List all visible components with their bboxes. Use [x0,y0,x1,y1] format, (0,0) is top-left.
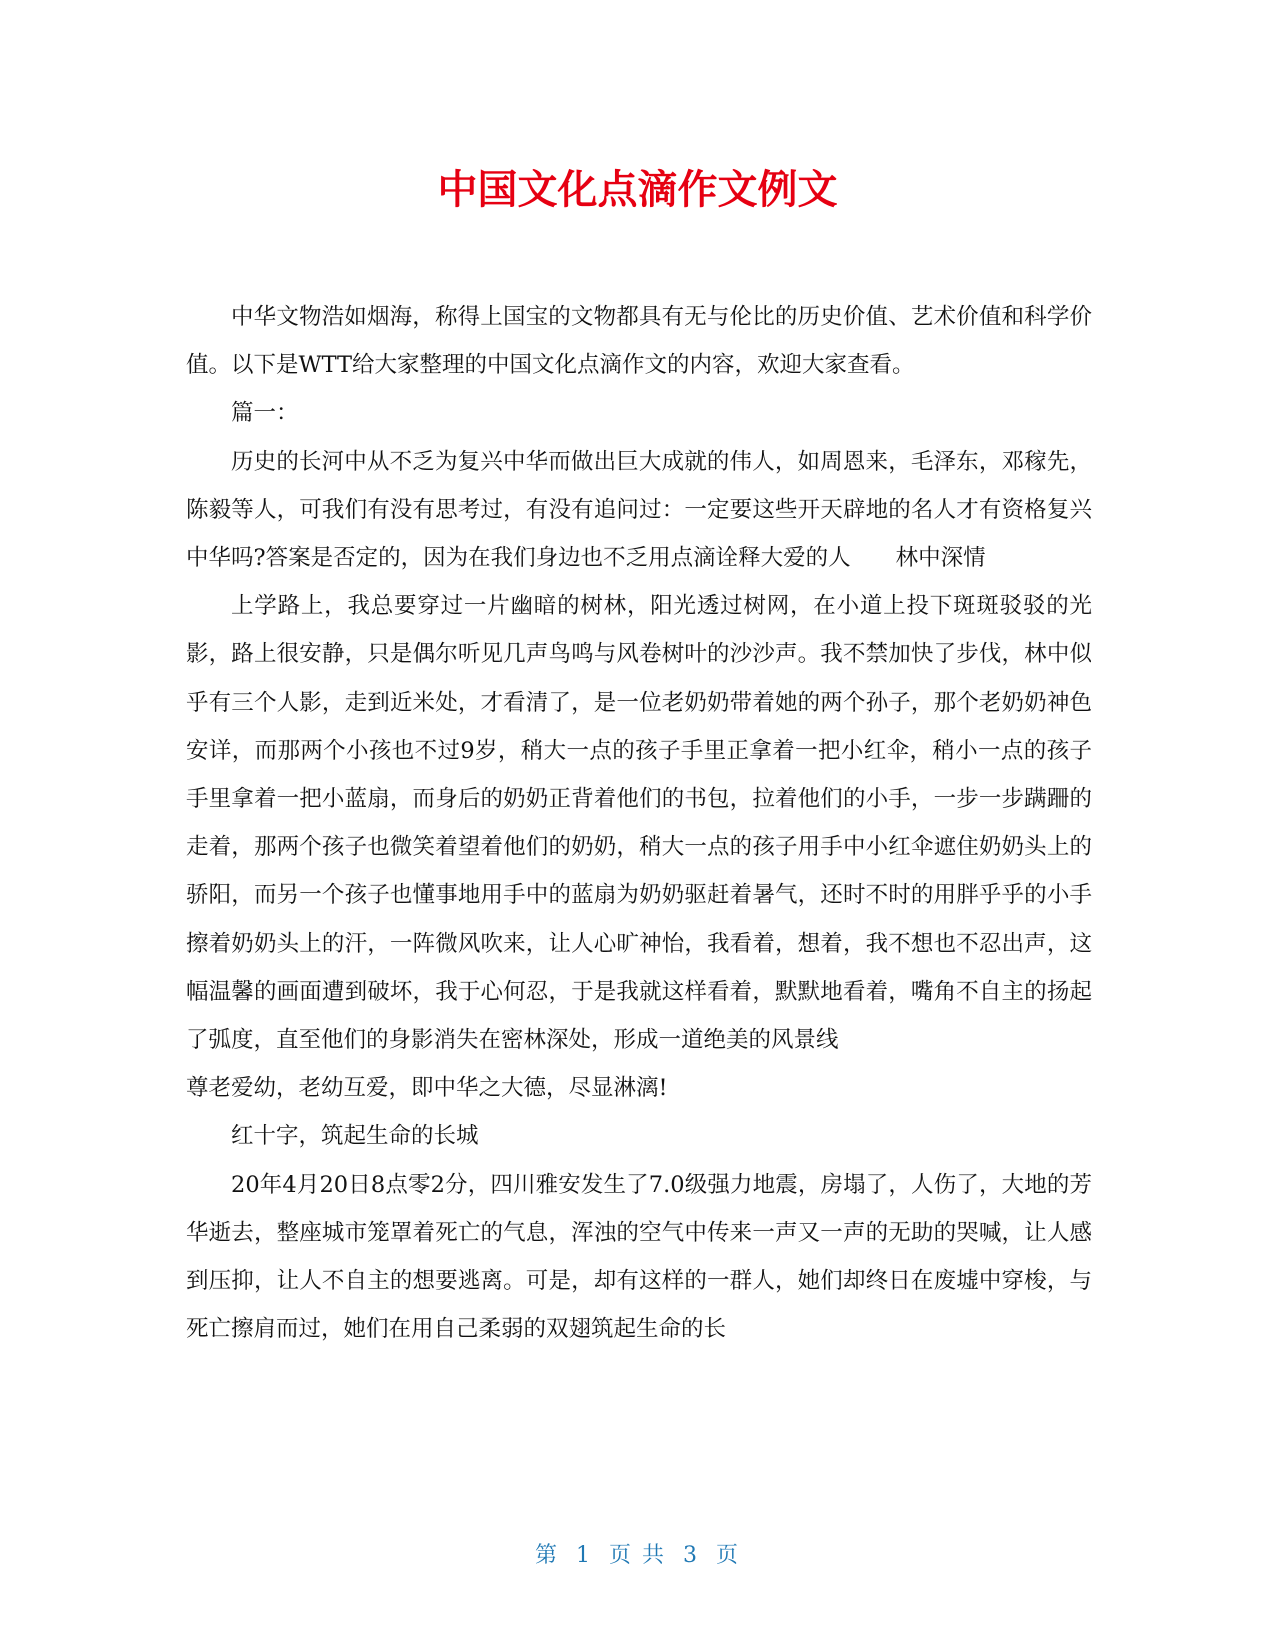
footer-total-pages: 3 [683,1543,699,1568]
document-body [186,293,1092,1353]
page-footer [0,1538,1275,1569]
paragraph-history: 历史的长河中从不乏为复兴中华而做出巨大成就的伟人，如周恩来，毛泽东，邓稼先，陈毅等人，可我们有没有思考过，有没有追问过：一定要这些开天辟地的名人才有资格复兴中华吗?答案是否定的，因为在我们身边也不乏用点滴诠释大爱的人 林中深情 [186,448,1092,572]
paragraph-section-heading: 篇一： [231,400,299,427]
paragraph-forest-story: 上学路上，我总要穿过一片幽暗的树林，阳光透过树网，在小道上投下斑斑驳驳的光影，路上很安静，只是偶尔听见几声鸟鸣与风卷树叶的沙沙声。我不禁加快了步伐，林中似乎有三个人影，走到近米处，才看清了，是一位老奶奶带着她的两个孙子，那个老奶奶神色安详，而那两个小孩也不过9岁，稍大一点的孩子手里正拿着一把小红伞，稍小一点的孩子手里拿着一把小蓝扇，而身后的奶奶正背着他们的书包，拉着他们的小手，一步一步蹒跚的走着，那两个孩子也微笑着望着他们的奶奶，稍大一点的孩子用手中小红伞遮住奶奶头上的骄阳，而另一个孩子也懂事地用手中的蓝扇为奶奶驱赶着暑气，还时不时的用胖乎乎的小手擦着奶奶头上的汗，一阵微风吹来，让人心旷神怡，我看着，想着，我不想也不忍出声，这幅温馨的画面遭到破坏，我于心何忍，于是我就这样看着，默默地看着，嘴角不自主的扬起了弧度，直至他们的身影消失在密林深处，形成一道绝美的风景线 [186,593,1092,1054]
paragraph-virtue: 尊老爱幼，老幼互爱，即中华之大德，尽显淋漓! [186,1075,668,1102]
paragraph-red-cross-heading: 红十字，筑起生命的长城 [231,1123,479,1150]
footer-prefix: 第 [534,1543,559,1568]
footer-mid: 页 共 [609,1543,666,1568]
paragraph-earthquake: 20年4月20日8点零2分，四川雅安发生了7.0级强力地震，房塌了，人伤了，大地的芳华逝去，整座城市笼罩着死亡的气息，浑浊的空气中传来一声又一声的无助的哭喊，让人感到压抑，让人不自主的想要逃离。可是，却有这样的一群人，她们却终日在废墟中穿梭，与死亡擦肩而过，她们在用自己柔弱的双翅筑起生命的长 [186,1171,1092,1343]
paragraph-intro: 中华文物浩如烟海，称得上国宝的文物都具有无与伦比的历史价值、艺术价值和科学价值。以下是WTT给大家整理的中国文化点滴作文的内容，欢迎大家查看。 [186,304,1092,379]
document-title: 中国文化点滴作文例文 [437,167,838,213]
footer-suffix: 页 [716,1543,741,1568]
footer-page-number: 1 [576,1543,592,1568]
